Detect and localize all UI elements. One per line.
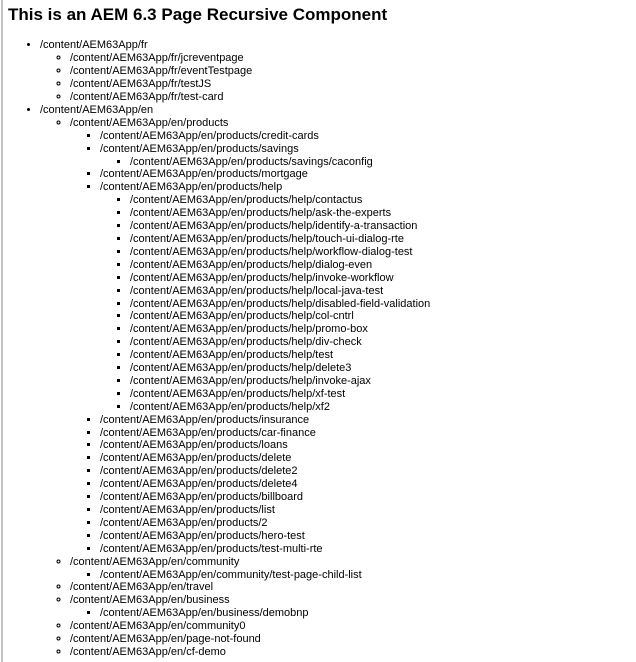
list-item: ▪ /content/AEM63App/en/products/help/test: [130, 349, 628, 362]
list-item: ▪ /content/AEM63App/en/products/car-finance: [100, 427, 628, 440]
list-item: ◦ /content/AEM63App/en/travel: [70, 581, 628, 594]
list-item: ▪ /content/AEM63App/en/products/help/identify-a-transaction: [130, 220, 628, 233]
list-item: ◦ /content/AEM63App/en/cf-demo: [70, 646, 628, 659]
list-item: • /content/AEM63App/fr ◦ /content/AEM63App/fr/jcreventpage ◦ /content/AEM63App/fr/eventTestpage ◦ /content/AEM63App/fr/testJS ◦ /content/AEM63App/fr/test-card: [40, 39, 628, 104]
list-item: ▪ /content/AEM63App/en/products/help/contactus: [130, 194, 628, 207]
list-item: ▪ /content/AEM63App/en/products/help/invoke-ajax: [130, 375, 628, 388]
path-list: [70, 130, 628, 556]
list-item: ▪ /content/AEM63App/en/products/test-multi-rte: [100, 543, 628, 556]
path-list: [40, 52, 628, 104]
list-item: ▪ /content/AEM63App/en/products/insurance: [100, 414, 628, 427]
list-item: ◦ /content/AEM63App/en/products ▪ /content/AEM63App/en/products/credit-cards ▪ /content/AEM63App/en/products/savings ▪ /content/AEM63App/en/products/savings/caconfig ▪ /content/AEM63App/en/products/mortgage ▪ /content/AEM63App/en/products/help ▪ /content/AEM63App/en/products/help/contactus ▪ /content/AEM63App/en/products/help/ask-the-experts ▪ /content/AEM63App/en/products/help/identify-a-transaction ▪ /content/AEM63App/en/products/help/touch-ui-dialog-rte ▪ /content/AEM63App/en/products/help/workflow-dialog-test ▪ /content/AEM63App/en/products/help/dialog-even ▪ /content/AEM63App/en/products/help/invoke-workflow ▪ /content/AEM63App/en/products/help/local-java-test ▪ /content/AEM63App/en/products/help/disabled-field-validation ▪ /content/AEM63App/en/products/help/col-cntrl ▪ /content/AEM63App/en/products/help/promo-box ▪ /content/AEM63App/en/products/help/div-check ▪ /content/AEM63App/en/products/help/test ▪ /content/AEM63App/en/products/help/delete3 ▪ /content/AEM63App/en/products/help/invoke-ajax ▪ /content/AEM63App/en/products/help/xf-test ▪ /content/AEM63App/en/products/help/xf2 ▪ /content/AEM63App/en/products/insurance ▪ /content/AEM63App/en/products/car-finance ▪ /content/AEM63App/en/products/loans ▪ /content/AEM63App/en/products/delete ▪ /content/AEM63App/en/products/delete2 ▪ /content/AEM63App/en/products/delete4 ▪ /content/AEM63App/en/products/billboard ▪ /content/AEM63App/en/products/list ▪ /content/AEM63App/en/products/2 ▪ /content/AEM63App/en/products/hero-test ▪ /content/AEM63App/en/products/test-multi-rte: [70, 117, 628, 556]
list-item: ◦ /content/AEM63App/en/community ▪ /content/AEM63App/en/community/test-page-child-list: [70, 556, 628, 582]
list-item: ▪ /content/AEM63App/en/products/help/div-check: [130, 336, 628, 349]
list-item: ▪ /content/AEM63App/en/products/list: [100, 504, 628, 517]
list-item: ◦ /content/AEM63App/fr/test-card: [70, 91, 628, 104]
list-item: ▪ /content/AEM63App/en/products/delete4: [100, 478, 628, 491]
path-list: [8, 39, 628, 659]
list-item: ◦ /content/AEM63App/fr/jcreventpage: [70, 52, 628, 65]
list-item: ▪ /content/AEM63App/en/products/help ▪ /content/AEM63App/en/products/help/contactus ▪ /content/AEM63App/en/products/help/ask-the-experts ▪ /content/AEM63App/en/products/help/identify-a-transaction ▪ /content/AEM63App/en/products/help/touch-ui-dialog-rte ▪ /content/AEM63App/en/products/help/workflow-dialog-test ▪ /content/AEM63App/en/products/help/dialog-even ▪ /content/AEM63App/en/products/help/invoke-workflow ▪ /content/AEM63App/en/products/help/local-java-test ▪ /content/AEM63App/en/products/help/disabled-field-validation ▪ /content/AEM63App/en/products/help/col-cntrl ▪ /content/AEM63App/en/products/help/promo-box ▪ /content/AEM63App/en/products/help/div-check ▪ /content/AEM63App/en/products/help/test ▪ /content/AEM63App/en/products/help/delete3 ▪ /content/AEM63App/en/products/help/invoke-ajax ▪ /content/AEM63App/en/products/help/xf-test ▪ /content/AEM63App/en/products/help/xf2: [100, 181, 628, 413]
list-item: ▪ /content/AEM63App/en/products/help/ask-the-experts: [130, 207, 628, 220]
page-root: [1, 0, 636, 662]
list-item: ▪ /content/AEM63App/en/products/help/promo-box: [130, 323, 628, 336]
list-item: ▪ /content/AEM63App/en/products/help/col-cntrl: [130, 310, 628, 323]
list-item: ▪ /content/AEM63App/en/products/help/xf2: [130, 401, 628, 414]
path-list: [100, 194, 628, 413]
path-list: [70, 569, 628, 582]
path-list: [70, 607, 628, 620]
list-item: ▪ /content/AEM63App/en/products/help/invoke-workflow: [130, 272, 628, 285]
list-item: ▪ /content/AEM63App/en/products/savings ▪ /content/AEM63App/en/products/savings/caconfig: [100, 143, 628, 169]
list-item: ◦ /content/AEM63App/fr/testJS: [70, 78, 628, 91]
list-item: ▪ /content/AEM63App/en/community/test-page-child-list: [100, 569, 628, 582]
list-item: ◦ /content/AEM63App/en/business ▪ /content/AEM63App/en/business/demobnp: [70, 594, 628, 620]
list-item: ▪ /content/AEM63App/en/products/help/xf-test: [130, 388, 628, 401]
path-list: [40, 117, 628, 659]
list-item: • /content/AEM63App/en ◦ /content/AEM63App/en/products ▪ /content/AEM63App/en/products/credit-cards ▪ /content/AEM63App/en/products/savings ▪ /content/AEM63App/en/products/savings/caconfig ▪ /content/AEM63App/en/products/mortgage ▪ /content/AEM63App/en/products/help ▪ /content/AEM63App/en/products/help/contactus ▪ /content/AEM63App/en/products/help/ask-the-experts ▪ /content/AEM63App/en/products/help/identify-a-transaction ▪ /content/AEM63App/en/products/help/touch-ui-dialog-rte ▪ /content/AEM63App/en/products/help/workflow-dialog-test ▪ /content/AEM63App/en/products/help/dialog-even ▪ /content/AEM63App/en/products/help/invoke-workflow ▪ /content/AEM63App/en/products/help/local-java-test ▪ /content/AEM63App/en/products/help/disabled-field-validation ▪ /content/AEM63App/en/products/help/col-cntrl ▪ /content/AEM63App/en/products/help/promo-box ▪ /content/AEM63App/en/products/help/div-check ▪ /content/AEM63App/en/products/help/test ▪ /content/AEM63App/en/products/help/delete3 ▪ /content/AEM63App/en/products/help/invoke-ajax ▪ /content/AEM63App/en/products/help/xf-test ▪ /content/AEM63App/en/products/help/xf2 ▪ /content/AEM63App/en/products/insurance ▪ /content/AEM63App/en/products/car-finance ▪ /content/AEM63App/en/products/loans ▪ /content/AEM63App/en/products/delete ▪ /content/AEM63App/en/products/delete2 ▪ /content/AEM63App/en/products/delete4 ▪ /content/AEM63App/en/products/billboard ▪ /content/AEM63App/en/products/list ▪ /content/AEM63App/en/products/2 ▪ /content/AEM63App/en/products/hero-test ▪ /content/AEM63App/en/products/test-multi-rte ◦ /content/AEM63App/en/community ▪ /content/AEM63App/en/community/test-page-child-list ◦ /content/AEM63App/en/travel ◦ /content/AEM63App/en/business ▪ /content/AEM63App/en/business/demobnp ◦ /content/AEM63App/en/community0 ◦ /content/AEM63App/en/page-not-found ◦ /content/AEM63App/en/cf-demo: [40, 104, 628, 659]
list-item: ▪ /content/AEM63App/en/products/help/disabled-field-validation: [130, 298, 628, 311]
list-item: ▪ /content/AEM63App/en/products/help/touch-ui-dialog-rte: [130, 233, 628, 246]
path-list: [100, 156, 628, 169]
list-item: ▪ /content/AEM63App/en/products/2: [100, 517, 628, 530]
path-tree: [8, 39, 628, 659]
list-item: ◦ /content/AEM63App/en/community0: [70, 620, 628, 633]
list-item: ▪ /content/AEM63App/en/products/help/workflow-dialog-test: [130, 246, 628, 259]
list-item: ▪ /content/AEM63App/en/products/delete2: [100, 465, 628, 478]
list-item: ▪ /content/AEM63App/en/products/help/dialog-even: [130, 259, 628, 272]
list-item: ◦ /content/AEM63App/en/page-not-found: [70, 633, 628, 646]
list-item: ▪ /content/AEM63App/en/products/delete: [100, 452, 628, 465]
list-item: ▪ /content/AEM63App/en/products/help/local-java-test: [130, 285, 628, 298]
list-item: ▪ /content/AEM63App/en/business/demobnp: [100, 607, 628, 620]
list-item: ▪ /content/AEM63App/en/products/hero-test: [100, 530, 628, 543]
list-item: ▪ /content/AEM63App/en/products/billboard: [100, 491, 628, 504]
list-item: ▪ /content/AEM63App/en/products/help/delete3: [130, 362, 628, 375]
list-item: ▪ /content/AEM63App/en/products/mortgage: [100, 168, 628, 181]
list-item: ▪ /content/AEM63App/en/products/credit-cards: [100, 130, 628, 143]
list-item: ▪ /content/AEM63App/en/products/loans: [100, 439, 628, 452]
list-item: ◦ /content/AEM63App/fr/eventTestpage: [70, 65, 628, 78]
page-title: This is an AEM 6.3 Page Recursive Component: [8, 5, 388, 24]
list-item: ▪ /content/AEM63App/en/products/savings/caconfig: [130, 156, 628, 169]
